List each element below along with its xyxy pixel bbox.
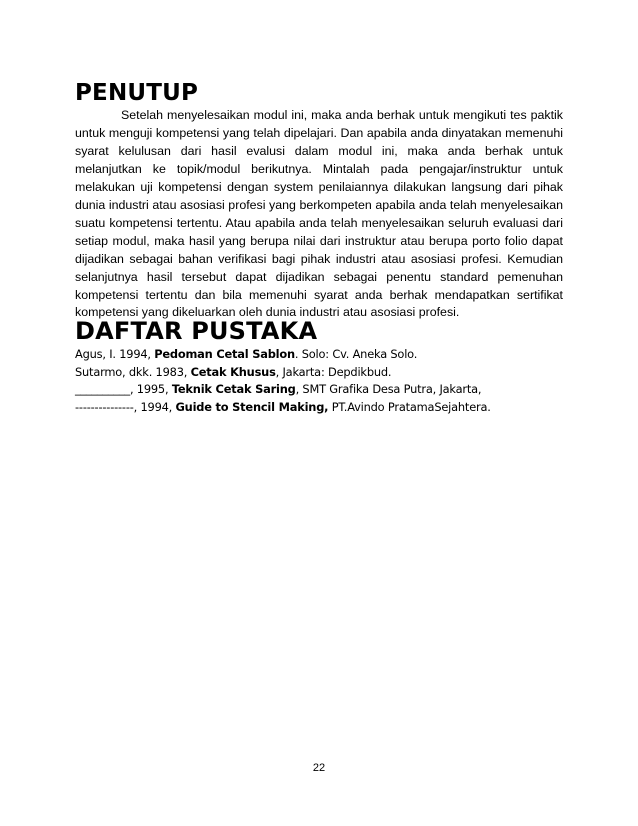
reference-prefix: Sutarmo, dkk. 1983, bbox=[75, 364, 191, 379]
reference-item bbox=[75, 346, 575, 364]
daftar-pustaka-heading: DAFTAR PUSTAKA bbox=[75, 317, 318, 345]
penutup-paragraph: Setelah menyelesaikan modul ini, maka anda berhak untuk mengikuti tes paktik untuk menguji kompetensi yang telah dipelajari. Dan apabila anda dinyatakan memenuhi syarat kelulusan dari hasil evalusi dalam modul ini, maka anda berhak untuk melanjutkan ke topik/modul berikutnya. Mintalah pada pengajar/instruktur untuk melakukan uji kompetensi dengan system penilaiannya dilakukan langsung dari pihak dunia industri atau asosiasi profesi yang berkompeten apabila anda telah menyelesaikan suatu kompetensi tertentu. Atau apabila anda telah menyelesaikan seluruh evaluasi dari setiap modul, maka hasil yang berupa nilai dari instruktur atau berupa porto folio dapat dijadikan sebagai bahan verifikasi bagi pihak industri atau asosiasi profesi. Kemudian selanjutnya hasil tersebut dapat dijadikan sebagai penentu standard pemenuhan kompetensi tertentu dan bila memenuhi syarat anda berhak mendapatkan sertifikat kompetensi yang dikeluarkan oleh dunia industri atau asosiasi profesi. bbox=[75, 108, 563, 320]
penutup-heading: PENUTUP bbox=[75, 80, 199, 106]
reference-suffix: , Jakarta: Depdikbud. bbox=[275, 364, 392, 379]
reference-title: Guide to Stencil Making, bbox=[175, 399, 329, 414]
reference-prefix: ---------------, 1994, bbox=[75, 399, 176, 414]
reference-item bbox=[75, 399, 575, 417]
page-number: 22 bbox=[312, 762, 326, 774]
reference-item bbox=[75, 364, 575, 382]
reference-title: Teknik Cetak Saring bbox=[171, 382, 296, 396]
reference-suffix: , SMT Grafika Desa Putra, Jakarta, bbox=[295, 382, 482, 396]
reference-prefix: __________, 1995, bbox=[75, 382, 172, 396]
reference-prefix: Agus, I. 1994, bbox=[75, 347, 155, 361]
reference-item bbox=[75, 381, 575, 399]
reference-title: Cetak Khusus bbox=[190, 364, 276, 379]
reference-suffix: PT.Avindo PratamaSejahtera. bbox=[328, 399, 491, 414]
reference-list bbox=[75, 346, 575, 416]
reference-suffix: . Solo: Cv. Aneka Solo. bbox=[294, 347, 418, 361]
reference-title: Pedoman Cetal Sablon bbox=[154, 347, 295, 361]
